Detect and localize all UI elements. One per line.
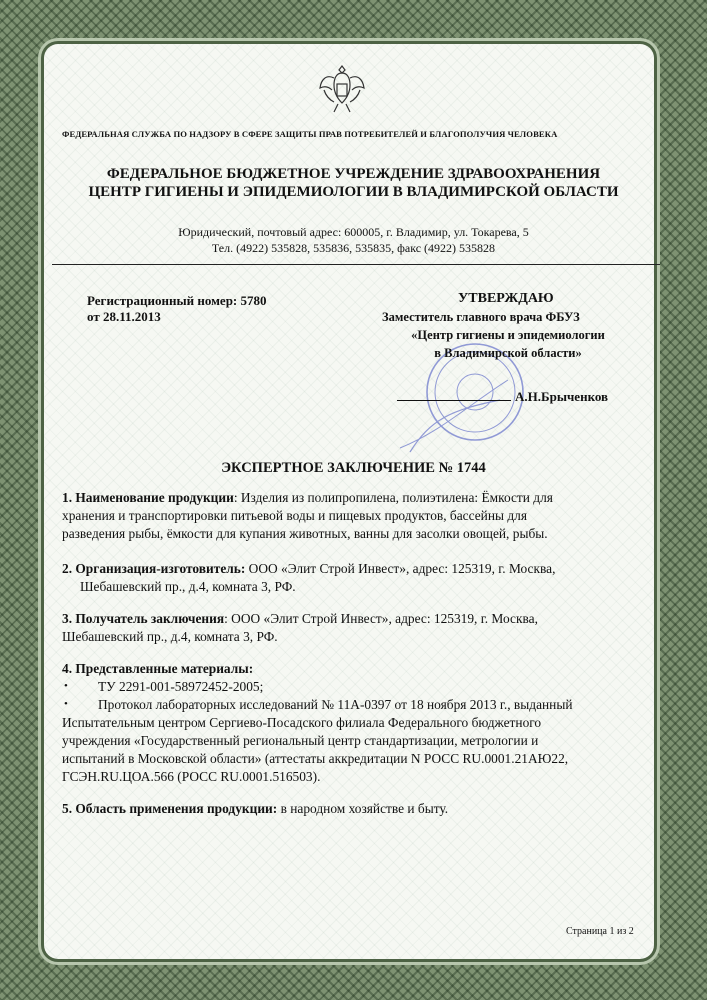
material-item: ТУ 2291-001-58972452-2005; [98, 679, 264, 694]
section-text: хранения и транспортировки питьевой воды и пищевых продуктов, бассейны для [62, 508, 528, 523]
registration-number: Регистрационный номер: 5780 [87, 293, 267, 308]
organization-name-line1: ФЕДЕРАЛЬНОЕ БЮДЖЕТНОЕ УЧРЕЖДЕНИЕ ЗДРАВООХРАНЕНИЯ [106, 166, 601, 182]
section-submitted-materials [62, 660, 646, 786]
section-text: Шебашевский пр., д.4, комната 3, РФ. [80, 579, 296, 594]
coat-of-arms-emblem [318, 60, 366, 116]
document-title: ЭКСПЕРТНОЕ ЗАКЛЮЧЕНИЕ № 1744 [221, 460, 486, 476]
organization-phones: Тел. (4922) 535828, 535836, 535835, факс (4922) 535828 [211, 241, 496, 255]
header-divider [52, 264, 660, 265]
section-application-area [62, 800, 646, 818]
section-label: 1. Наименование продукции [62, 490, 234, 505]
organization-name-line2: ЦЕНТР ГИГИЕНЫ И ЭПИДЕМИОЛОГИИ В ВЛАДИМИРСКОЙ ОБЛАСТИ [88, 184, 619, 200]
section-product-name [62, 489, 646, 543]
page-number: Страница 1 из 2 [566, 926, 634, 937]
approval-organization: «Центр гигиены и эпидемиологии [411, 328, 605, 342]
approval-position: Заместитель главного врача ФБУЗ [382, 310, 580, 324]
section-text: ГСЭН.RU.ЦОА.566 (РОСС RU.0001.516503). [62, 769, 321, 784]
section-text: : Изделия из полипропилена, полиэтилена: Ёмкости для [233, 490, 553, 505]
approval-organization-region: в Владимирской области» [434, 346, 582, 360]
section-text: учреждения «Государственный региональный центр стандартизации, метрологии и [62, 733, 539, 748]
section-label: 4. Представленные материалы: [62, 661, 254, 676]
agency-name: ФЕДЕРАЛЬНАЯ СЛУЖБА ПО НАДЗОРУ В СФЕРЕ ЗАЩИТЫ ПРАВ ПОТРЕБИТЕЛЕЙ И БЛАГОПОЛУЧИЯ ЧЕЛОВЕКА [62, 129, 558, 139]
section-label: 3. Получатель заключения [62, 611, 225, 626]
section-text: Шебашевский пр., д.4, комната 3, РФ. [62, 629, 278, 644]
section-label: 2. Организация-изготовитель: [62, 561, 246, 576]
section-text: разведения рыбы, ёмкости для купания животных, ванны для засолки овощей, рыбы. [62, 526, 548, 541]
organization-address: Юридический, почтовый адрес: 600005, г. Владимир, ул. Токарева, 5 [178, 225, 529, 239]
material-item: Протокол лабораторных исследований № 11А-0397 от 18 ноября 2013 г., выданный [98, 697, 573, 712]
bullet-icon: • [64, 680, 68, 692]
section-label: 5. Область применения продукции: [62, 801, 278, 816]
section-text: Испытательным центром Сергиево-Посадского филиала Федерального бюджетного [62, 715, 542, 730]
section-text: : ООО «Элит Строй Инвест», адрес: 125319, г. Москва, [224, 611, 538, 626]
section-manufacturer [62, 560, 646, 596]
section-text: испытаний в Московской области» (аттестаты аккредитации N РОСС RU.0001.21АЮ22, [62, 751, 569, 766]
section-text: в народном хозяйстве и быту. [277, 801, 449, 816]
registration-date: от 28.11.2013 [87, 309, 161, 324]
signature-line [397, 400, 511, 401]
signer-name: А.Н.Брыченков [515, 389, 609, 404]
section-recipient [62, 610, 646, 646]
section-text: ООО «Элит Строй Инвест», адрес: 125319, г. Москва, [245, 561, 556, 576]
approval-heading: УТВЕРЖДАЮ [458, 291, 554, 306]
bullet-icon: • [64, 698, 68, 710]
